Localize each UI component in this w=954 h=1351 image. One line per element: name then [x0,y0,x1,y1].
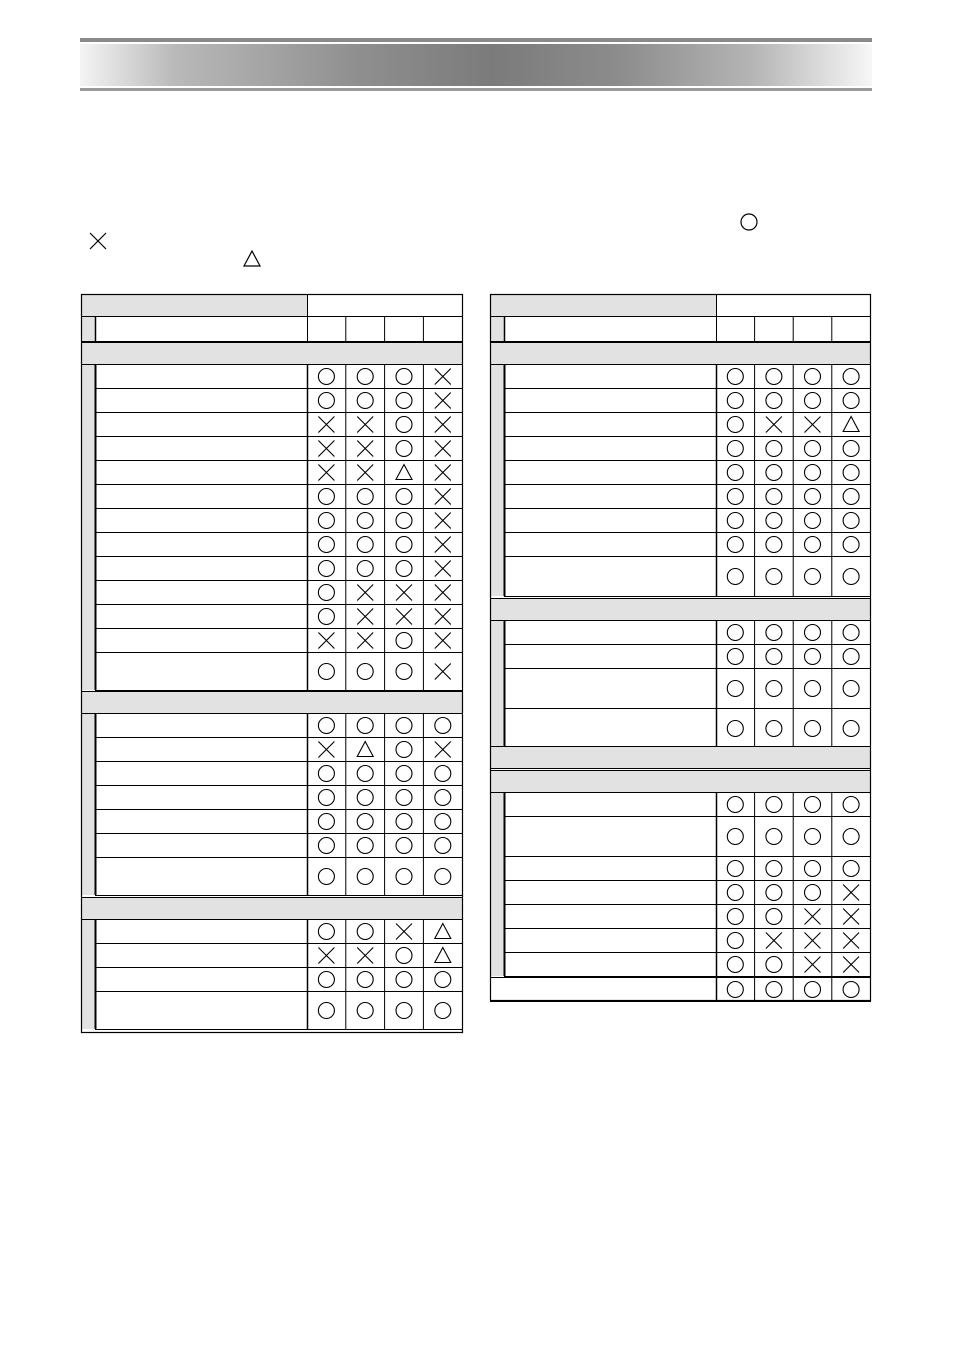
table-outer-frame [491,295,871,1001]
header-spine [491,317,504,341]
cell-circle-icon [766,957,782,973]
table-row [96,580,463,605]
cell-circle-icon [727,721,743,737]
section-header-band [491,770,870,792]
section-header-band [82,691,462,713]
table-row [505,880,871,905]
cell-cross-icon [843,957,859,973]
left-table-grid [81,294,463,1033]
cell-circle-icon [357,869,373,885]
cell-circle-icon [727,369,743,385]
cell-circle-icon [805,861,821,877]
cell-circle-icon [318,585,334,601]
cell-circle-icon [843,721,859,737]
table-row [96,713,463,738]
cell-circle-icon [727,861,743,877]
cell-triangle-icon [396,465,412,480]
table-row [505,644,871,669]
cell-cross-icon [435,441,451,457]
cell-circle-icon [727,933,743,949]
cell-triangle-icon [435,948,451,963]
cell-circle-icon [318,718,334,734]
table-row [491,977,871,1002]
cell-cross-icon [318,948,334,964]
cell-circle-icon [318,766,334,782]
cell-circle-icon [396,537,412,553]
section-header-band [491,598,870,620]
cell-circle-icon [396,838,412,854]
cell-circle-icon [396,742,412,758]
cell-circle-icon [843,441,859,457]
table-row [96,919,463,944]
table-row [96,556,463,581]
cell-circle-icon [318,838,334,854]
compatibility-table-left [81,294,463,1033]
header-spine [82,317,95,341]
cell-circle-icon [843,369,859,385]
cell-circle-icon [435,972,451,988]
cell-circle-icon [843,829,859,845]
cell-circle-icon [766,861,782,877]
table-row [505,708,871,749]
cell-circle-icon [318,537,334,553]
cell-circle-icon [357,1003,373,1019]
cell-circle-icon [357,924,373,940]
table-row [505,364,871,389]
cell-circle-icon [396,417,412,433]
cell-circle-icon [843,797,859,813]
cell-cross-icon [357,585,373,601]
table-row [505,436,871,461]
table-row [96,857,463,896]
cell-circle-icon [805,681,821,697]
cell-circle-icon [435,718,451,734]
table-row [505,952,871,977]
cell-triangle-icon [843,417,859,432]
cell-circle-icon [396,393,412,409]
cell-circle-icon [357,790,373,806]
cell-circle-icon [805,797,821,813]
section-header-band [491,746,870,768]
cell-circle-icon [396,561,412,577]
cell-circle-icon [766,829,782,845]
table-row [96,991,463,1030]
cell-circle-icon [766,885,782,901]
cell-circle-icon [396,664,412,680]
cell-circle-icon [843,625,859,641]
cell-circle-icon [727,417,743,433]
cell-circle-icon [396,633,412,649]
cell-cross-icon [318,742,334,758]
cell-circle-icon [435,869,451,885]
cell-circle-icon [396,972,412,988]
cell-circle-icon [318,972,334,988]
cell-circle-icon [727,909,743,925]
cell-circle-icon [318,664,334,680]
section-header-band [82,342,462,364]
cell-circle-icon [843,537,859,553]
table-row [96,604,463,629]
cell-circle-icon [805,982,821,998]
cell-circle-icon [843,393,859,409]
cell-circle-icon [727,681,743,697]
cell-circle-icon [805,569,821,585]
cell-circle-icon [396,718,412,734]
header-bottom-rule [80,88,872,91]
cell-circle-icon [805,829,821,845]
cell-circle-icon [766,465,782,481]
cell-cross-icon [805,957,821,973]
cell-circle-icon [805,465,821,481]
cell-cross-icon [766,933,782,949]
cell-circle-icon [766,537,782,553]
cell-cross-icon [435,585,451,601]
cell-circle-icon [396,948,412,964]
cell-circle-icon [357,766,373,782]
cell-circle-icon [318,1003,334,1019]
cell-circle-icon [318,393,334,409]
cell-circle-icon [727,649,743,665]
cell-circle-icon [727,465,743,481]
cell-circle-icon [766,797,782,813]
cell-circle-icon [766,649,782,665]
cell-circle-icon [843,649,859,665]
cell-circle-icon [843,982,859,998]
cell-circle-icon [766,681,782,697]
cell-circle-icon [766,441,782,457]
cell-circle-icon [318,869,334,885]
compatibility-table-right [490,294,871,1001]
table-row [505,620,871,645]
legend-circle-icon [739,212,759,232]
cell-cross-icon [435,633,451,649]
table-row [505,816,871,857]
cell-circle-icon [357,537,373,553]
cell-circle-icon [805,393,821,409]
cell-circle-icon [805,721,821,737]
cell-circle-icon [805,513,821,529]
section-spine [491,621,504,748]
cell-cross-icon [435,489,451,505]
cell-cross-icon [805,417,821,433]
cell-circle-icon [843,681,859,697]
cell-circle-icon [727,625,743,641]
header-top-rule [80,38,872,42]
section-spine [82,920,95,1029]
cell-circle-icon [727,513,743,529]
cell-circle-icon [396,441,412,457]
cell-triangle-icon [357,742,373,757]
cell-circle-icon [357,513,373,529]
header-gradient-bar [80,44,872,86]
cell-cross-icon [435,369,451,385]
cell-circle-icon [766,909,782,925]
cell-circle-icon [357,393,373,409]
cell-circle-icon [727,537,743,553]
cell-circle-icon [357,664,373,680]
cell-circle-icon [396,1003,412,1019]
cell-circle-icon [843,465,859,481]
section-spine [491,365,504,596]
table-row [96,532,463,557]
table-row [96,943,463,968]
cell-circle-icon [805,489,821,505]
table-row [96,785,463,810]
cell-cross-icon [805,909,821,925]
table-row [505,668,871,709]
cell-circle-icon [396,489,412,505]
cell-circle-icon [318,369,334,385]
cell-circle-icon [727,441,743,457]
legend-triangle-icon [242,249,262,269]
cell-circle-icon [357,814,373,830]
cell-circle-icon [766,721,782,737]
cell-circle-icon [805,885,821,901]
cell-cross-icon [435,742,451,758]
table-row [96,809,463,834]
right-table-grid [490,294,871,1001]
cell-cross-icon [357,465,373,481]
cell-cross-icon [357,609,373,625]
table-row [96,628,463,653]
cell-circle-icon [805,649,821,665]
cell-circle-icon [727,885,743,901]
cell-cross-icon [357,441,373,457]
cell-circle-icon [357,369,373,385]
section-spine [82,714,95,895]
cell-circle-icon [727,393,743,409]
table-row [505,556,871,597]
table-row [96,737,463,762]
cell-cross-icon [843,933,859,949]
cell-circle-icon [727,569,743,585]
cell-cross-icon [843,909,859,925]
table-row [505,532,871,557]
section-spine [491,793,504,976]
cell-circle-icon [766,569,782,585]
cell-circle-icon [805,537,821,553]
section-header-band [491,342,870,364]
cell-circle-icon [766,513,782,529]
cell-circle-icon [318,489,334,505]
table-row [505,460,871,485]
section-spine [82,365,95,690]
cell-cross-icon [435,609,451,625]
cell-circle-icon [318,924,334,940]
table-row [505,904,871,929]
table-row [505,484,871,509]
cell-circle-icon [435,1003,451,1019]
cell-circle-icon [318,814,334,830]
table-row [96,508,463,533]
page-header-band [80,38,872,92]
cell-circle-icon [396,869,412,885]
cell-circle-icon [805,441,821,457]
cell-circle-icon [766,625,782,641]
table-row [96,484,463,509]
cell-circle-icon [396,369,412,385]
cell-circle-icon [435,838,451,854]
cell-circle-icon [727,957,743,973]
legend-cross-icon [88,231,108,251]
cell-triangle-icon [435,924,451,939]
cell-circle-icon [357,838,373,854]
table-row [96,652,463,691]
cell-circle-icon [357,972,373,988]
table-row [96,833,463,858]
cell-cross-icon [435,664,451,680]
cell-circle-icon [396,766,412,782]
cell-cross-icon [435,465,451,481]
cell-circle-icon [435,790,451,806]
cell-circle-icon [396,790,412,806]
cell-cross-icon [766,417,782,433]
table-row [96,388,463,413]
cell-circle-icon [318,513,334,529]
cell-circle-icon [318,609,334,625]
cell-cross-icon [396,924,412,940]
cell-circle-icon [727,489,743,505]
cell-circle-icon [766,369,782,385]
cell-cross-icon [318,417,334,433]
table-row [96,460,463,485]
cell-circle-icon [357,489,373,505]
cell-cross-icon [318,465,334,481]
cell-circle-icon [396,814,412,830]
table-row [96,436,463,461]
cell-cross-icon [435,513,451,529]
cell-cross-icon [805,933,821,949]
section-header-band [82,897,462,919]
cell-circle-icon [843,861,859,877]
table-row [96,364,463,389]
cell-circle-icon [727,829,743,845]
cell-circle-icon [805,369,821,385]
table-row [505,792,871,817]
cell-cross-icon [318,441,334,457]
cell-circle-icon [357,718,373,734]
table-row [505,928,871,953]
table-row [505,388,871,413]
table-row [505,508,871,533]
cell-cross-icon [435,417,451,433]
cell-cross-icon [357,948,373,964]
table-row [505,856,871,881]
cell-cross-icon [318,633,334,649]
cell-cross-icon [435,393,451,409]
cell-circle-icon [805,625,821,641]
cell-circle-icon [843,513,859,529]
cell-cross-icon [396,609,412,625]
cell-circle-icon [766,489,782,505]
cell-circle-icon [435,766,451,782]
cell-circle-icon [766,393,782,409]
cell-cross-icon [357,417,373,433]
cell-circle-icon [435,814,451,830]
cell-cross-icon [435,537,451,553]
table-row [96,412,463,437]
cell-circle-icon [357,561,373,577]
cell-circle-icon [727,797,743,813]
cell-circle-icon [318,561,334,577]
cell-cross-icon [357,633,373,649]
header-cell-shaded [82,295,308,317]
cell-circle-icon [766,982,782,998]
cell-circle-icon [843,489,859,505]
header-cell-shaded [491,295,717,317]
cell-circle-icon [843,569,859,585]
cell-cross-icon [435,561,451,577]
cell-cross-icon [843,885,859,901]
cell-cross-icon [396,585,412,601]
cell-circle-icon [318,790,334,806]
table-row [96,967,463,992]
table-row [96,761,463,786]
cell-circle-icon [727,982,743,998]
table-row [505,412,871,437]
cell-circle-icon [396,513,412,529]
